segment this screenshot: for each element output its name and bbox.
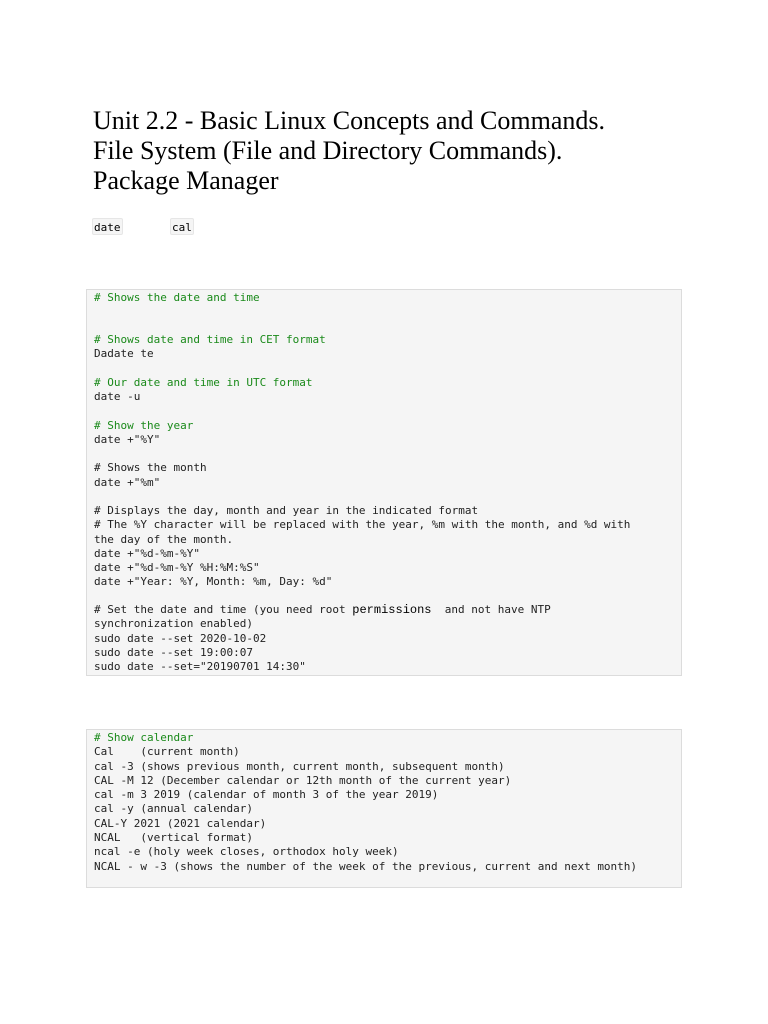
code-line: date +"%Y" [94,433,161,446]
code-line: # The %Y character will be replaced with the year, %m with the month, and %d with [94,518,631,531]
code-line: # Displays the day, month and year in the indicated format [94,504,479,517]
code-line: Cal (current month) [94,745,240,759]
code-line: # Set the date and time (you need root permissions and not have NTP [94,603,551,617]
code-line: date +"%d-%m-%Y %H:%M:%S" [94,561,260,574]
code-line: the day of the month. [94,533,234,546]
code-line: # Shows date and time in CET format [94,333,326,346]
code-line: sudo date --set="20190701 14:30" [94,660,306,673]
code-line: sudo date --set 19:00:07 [94,646,253,659]
code-line: # Show calendar [94,731,194,744]
code-line: # Our date and time in UTC format [94,376,313,389]
code-line: ncal -e (holy week closes, orthodox holy week) [94,845,399,859]
code-line: date +"Year: %Y, Month: %m, Day: %d" [94,575,333,588]
inline-code-date: date [92,218,123,235]
code-line: NCAL (vertical format) [94,831,253,845]
code-line: cal -y (annual calendar) [94,802,253,816]
code-line: date +"%m" [94,476,161,489]
code-keyword: permissions [352,603,432,617]
code-line: # Shows the month [94,461,207,474]
code-line: # Shows the date and time [94,291,260,304]
code-line: date -u [94,390,141,403]
code-line: cal -3 (shows previous month, current month, subsequent month) [94,759,505,773]
inline-code-cal: cal [170,218,194,235]
code-line: Dadate te [94,347,154,360]
code-line: sudo date --set 2020-10-02 [94,632,267,645]
code-line: synchronization enabled) [94,617,253,630]
title-line: Unit 2.2 - Basic Linux Concepts and Commands. [93,106,606,135]
code-line: NCAL - w -3 (shows the number of the week of the previous, current and next month) [94,859,638,873]
code-line: CAL -M 12 (December calendar or 12th month of the current year) [94,773,512,787]
code-line: date +"%d-%m-%Y" [94,547,200,560]
page-title [93,106,733,196]
code-line: cal -m 3 2019 (calendar of month 3 of the year 2019) [94,788,439,802]
code-line: # Show the year [94,419,194,432]
title-line: File System (File and Directory Commands). [93,136,563,165]
title-line: Package Manager [93,166,279,195]
code-line: CAL-Y 2021 (2021 calendar) [94,816,267,830]
code-block-date [86,289,682,676]
code-block-cal [86,729,682,888]
